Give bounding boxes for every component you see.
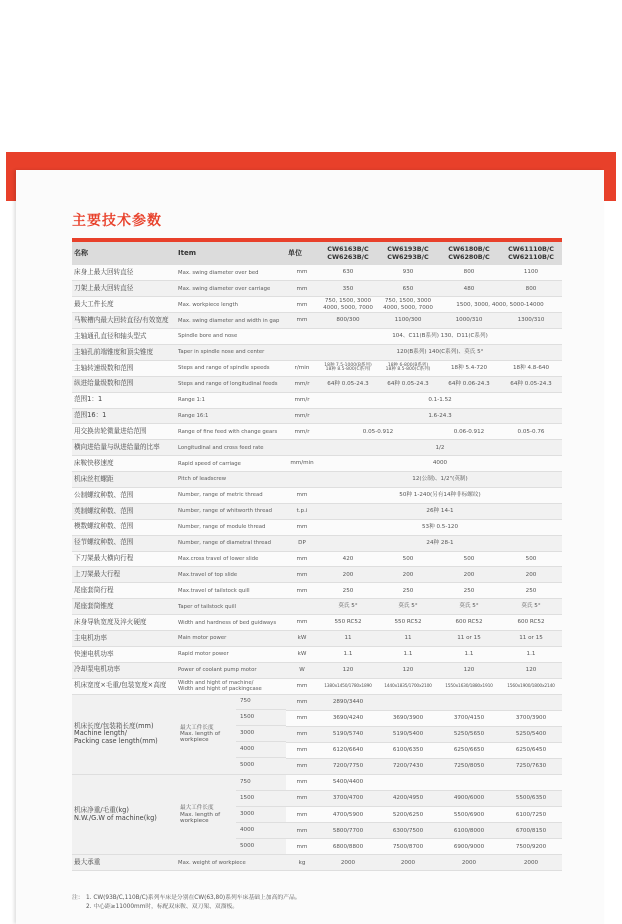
param-value: 18种 6-800(B系列) 18种 8.5-800(C系列) <box>378 360 438 376</box>
spec-row <box>72 440 562 456</box>
param-value: 5400/4400 <box>318 775 378 791</box>
param-unit: kW <box>286 646 318 662</box>
param-name-en: Steps and range of longitudinal feeds <box>176 376 286 392</box>
param-name-cn: 径节螺纹种数、范围 <box>72 535 176 551</box>
param-name-cn: 主电机功率 <box>72 630 176 646</box>
param-value <box>378 694 438 710</box>
param-value: 6300/7500 <box>378 823 438 839</box>
block-label <box>72 694 176 774</box>
param-value: 350 <box>318 281 378 297</box>
block-label-en: Machine length/ Packing case length(mm) <box>74 729 158 746</box>
param-value: 7250/7630 <box>500 758 562 774</box>
param-value: 莫氏 5° <box>438 599 500 615</box>
param-value: 1100/300 <box>378 313 438 329</box>
param-value: 120(B系列) 140(C系列)、莫氏 5° <box>318 344 562 360</box>
param-value <box>378 775 438 791</box>
param-value: 莫氏 5° <box>318 599 378 615</box>
param-value: 0.05-0.76 <box>500 424 562 440</box>
param-value: 5500/6350 <box>500 791 562 807</box>
spec-row <box>72 519 562 535</box>
param-unit <box>286 344 318 360</box>
param-unit: mm <box>286 297 318 313</box>
param-name-cn: 刀架上最大回转直径 <box>72 281 176 297</box>
spec-row <box>72 360 562 376</box>
param-value: 500 <box>500 551 562 567</box>
param-unit: mm <box>286 758 318 774</box>
spec-row <box>72 678 562 694</box>
param-value: 0.06-0.912 <box>438 424 500 440</box>
spec-row <box>72 599 562 615</box>
param-value: 6700/8150 <box>500 823 562 839</box>
param-name-en: Number, range of diametral thread <box>176 535 286 551</box>
param-value: 1380x1450/1780x1890 <box>318 678 378 694</box>
param-value: 5200/6250 <box>378 807 438 823</box>
param-value: 64种 0.05-24.3 <box>500 376 562 392</box>
workpiece-length-value: 1500 <box>240 714 255 721</box>
length-row-divider <box>236 741 286 742</box>
length-row-divider <box>236 838 286 839</box>
param-value: 120 <box>500 662 562 678</box>
param-name-en: Max. workpiece length <box>176 297 286 313</box>
param-name-cn: 用交换齿轮微量进给范围 <box>72 424 176 440</box>
param-value: 1.6-24.3 <box>318 408 562 424</box>
param-value: 11 <box>318 630 378 646</box>
spec-row <box>72 408 562 424</box>
param-value: 18种 7.5-1000(B系列) 18种 8.5-800(C系列) <box>318 360 378 376</box>
spec-row <box>72 392 562 408</box>
param-name-cn: 机床丝杠螺距 <box>72 472 176 488</box>
param-value: 3690/3900 <box>378 710 438 726</box>
workpiece-length-value: 3000 <box>240 730 255 737</box>
param-name-cn: 最大工件长度 <box>72 297 176 313</box>
param-value: 6100/8000 <box>438 823 500 839</box>
param-value: 480 <box>438 281 500 297</box>
param-unit: mm <box>286 487 318 503</box>
param-unit: t.p.i <box>286 503 318 519</box>
param-name-cn: 下刀架最大横向行程 <box>72 551 176 567</box>
param-value: 0.1-1.52 <box>318 392 562 408</box>
workpiece-length-value: 1500 <box>240 794 255 801</box>
sub-label-en: Max. length of workpiece <box>180 731 221 744</box>
param-value: 930 <box>378 265 438 281</box>
param-value <box>500 775 562 791</box>
param-unit: mm <box>286 791 318 807</box>
param-value: 5190/5400 <box>378 726 438 742</box>
spec-row <box>72 567 562 583</box>
param-value: 250 <box>378 583 438 599</box>
note-line: 1. CW(93B/C,110B/C)系列车床是分别在CW(63,80)系列车床基础上加高的产品。 <box>86 895 301 901</box>
param-unit: mm <box>286 775 318 791</box>
param-name-cn: 尾座套筒锥度 <box>72 599 176 615</box>
param-value: 5800/7700 <box>318 823 378 839</box>
param-unit: mm <box>286 742 318 758</box>
param-value: 7250/8050 <box>438 758 500 774</box>
param-value: 64种 0.05-24.3 <box>318 376 378 392</box>
spec-row <box>72 376 562 392</box>
spec-row <box>72 456 562 472</box>
param-unit: mm/r <box>286 376 318 392</box>
spec-row <box>72 424 562 440</box>
header-unit: 单位 <box>286 240 318 265</box>
param-value: 5250/5650 <box>438 726 500 742</box>
spec-table <box>72 238 562 871</box>
param-unit: mm <box>286 694 318 710</box>
param-value: 1000/310 <box>438 313 500 329</box>
param-unit: mm <box>286 281 318 297</box>
param-name-cn: 机床宽度×毛重/包装宽度×高度 <box>72 678 176 694</box>
param-name-cn: 床身导轨宽度及淬火硬度 <box>72 615 176 631</box>
workpiece-length-value: 5000 <box>240 842 255 849</box>
param-name-en: Pitch of leadscrew <box>176 472 286 488</box>
param-value: 1440x1835/1700x2100 <box>378 678 438 694</box>
param-unit: mm <box>286 615 318 631</box>
header-model: CW61110B/C CW62110B/C <box>500 240 562 265</box>
spec-row <box>72 775 562 791</box>
param-name-cn: 冷却泵电机功率 <box>72 662 176 678</box>
spec-row <box>72 535 562 551</box>
param-name-cn: 尾座套筒行程 <box>72 583 176 599</box>
param-value: 7500/8700 <box>378 839 438 855</box>
param-value: 53种 0.5-120 <box>318 519 562 535</box>
param-unit: W <box>286 662 318 678</box>
param-value: 250 <box>500 583 562 599</box>
workpiece-length-value: 4000 <box>240 826 255 833</box>
param-value: 24种 28-1 <box>318 535 562 551</box>
length-row-divider <box>236 790 286 791</box>
param-unit: mm <box>286 807 318 823</box>
param-name-en: Max.travel of tailstock quill <box>176 583 286 599</box>
param-name-cn: 主轴转速级数和范围 <box>72 360 176 376</box>
param-value: 5250/5400 <box>500 726 562 742</box>
workpiece-length-value: 750 <box>240 698 251 705</box>
spec-row <box>72 615 562 631</box>
param-name-cn: 范围16：1 <box>72 408 176 424</box>
param-value: 630 <box>318 265 378 281</box>
param-value: 750, 1500, 3000 4000, 5000, 7000 <box>318 297 378 313</box>
param-value: 250 <box>318 583 378 599</box>
param-name-cn: 主轴通孔直径和轴头型式 <box>72 329 176 345</box>
param-value: 3690/4240 <box>318 710 378 726</box>
param-value: 4700/5900 <box>318 807 378 823</box>
param-value: 4000 <box>318 456 562 472</box>
spec-row <box>72 583 562 599</box>
param-value: 5190/5740 <box>318 726 378 742</box>
param-unit: mm <box>286 551 318 567</box>
param-value: 11 or 15 <box>500 630 562 646</box>
param-unit: mm <box>286 583 318 599</box>
param-name-cn: 范围1：1 <box>72 392 176 408</box>
param-value: 18种 5.4-720 <box>438 360 500 376</box>
sub-label-cn: 最大工件长度 <box>180 805 214 812</box>
length-row-divider <box>236 709 286 710</box>
spec-row <box>72 662 562 678</box>
param-unit <box>286 440 318 456</box>
param-value: 2000 <box>378 855 438 871</box>
param-value: 12(公制)、1/2"(英制) <box>318 472 562 488</box>
param-value: 4200/4950 <box>378 791 438 807</box>
param-unit: mm/r <box>286 392 318 408</box>
param-value: 420 <box>318 551 378 567</box>
param-unit <box>286 329 318 345</box>
param-value: 64种 0.06-24.3 <box>438 376 500 392</box>
param-name-en: Range 1:1 <box>176 392 286 408</box>
param-name-cn: 最大承重 <box>72 855 176 871</box>
length-row-divider <box>236 806 286 807</box>
param-name-en: Max.travel of top slide <box>176 567 286 583</box>
param-value: 6100/7250 <box>500 807 562 823</box>
param-value: 4900/6000 <box>438 791 500 807</box>
param-value <box>500 694 562 710</box>
length-row-divider <box>236 757 286 758</box>
param-value: 2000 <box>500 855 562 871</box>
param-value <box>438 775 500 791</box>
param-name-cn: 快速电机功率 <box>72 646 176 662</box>
param-unit: mm/r <box>286 408 318 424</box>
param-value: 1.1 <box>438 646 500 662</box>
param-name-en: Width and hardness of bed guidways <box>176 615 286 631</box>
spec-row <box>72 297 562 313</box>
param-value: 18种 4.8-640 <box>500 360 562 376</box>
notes-label: 注： <box>72 895 84 901</box>
param-name-en: Longitudinal and cross feed rate <box>176 440 286 456</box>
sub-label-cn: 最大工件长度 <box>180 724 214 731</box>
spec-row <box>72 329 562 345</box>
param-name-cn: 横向进给量与纵进给量的比率 <box>72 440 176 456</box>
param-value: 6900/9000 <box>438 839 500 855</box>
param-value: 550 RC52 <box>378 615 438 631</box>
param-value: 3700/4150 <box>438 710 500 726</box>
param-name-en: Max. swing diameter over carriage <box>176 281 286 297</box>
param-name-en: Number, range of metric thread <box>176 487 286 503</box>
param-value: 3700/3900 <box>500 710 562 726</box>
param-value: 500 <box>378 551 438 567</box>
param-name-cn: 模数螺纹种数、范围 <box>72 519 176 535</box>
param-value: 11 or 15 <box>438 630 500 646</box>
param-value: 莫氏 5° <box>500 599 562 615</box>
param-value: 6250/6650 <box>438 742 500 758</box>
block-label-en: N.W./G.W of machine(kg) <box>74 813 157 822</box>
param-value: 1.1 <box>318 646 378 662</box>
spec-row <box>72 646 562 662</box>
param-name-en: Steps and range of spindle speeds <box>176 360 286 376</box>
param-name-cn: 床身上最大回转直径 <box>72 265 176 281</box>
param-value: 1/2 <box>318 440 562 456</box>
param-value: 0.05-0.912 <box>318 424 438 440</box>
param-value: 200 <box>438 567 500 583</box>
param-unit: mm <box>286 519 318 535</box>
param-name-cn: 英制螺纹种数、范围 <box>72 503 176 519</box>
param-value: 1500, 3000, 4000, 5000-14000 <box>438 297 562 313</box>
param-name-cn: 公制螺纹种数、范围 <box>72 487 176 503</box>
param-unit: DP <box>286 535 318 551</box>
param-value: 1300/310 <box>500 313 562 329</box>
param-value: 800/300 <box>318 313 378 329</box>
param-name-cn: 纵进给量级数和范围 <box>72 376 176 392</box>
param-value: 104、C11(B系列) 130、D11(C系列) <box>318 329 562 345</box>
param-value: 600 RC52 <box>500 615 562 631</box>
param-value: 2000 <box>318 855 378 871</box>
param-value: 50种 1-240(另有14种非标螺纹) <box>318 487 562 503</box>
param-unit: mm <box>286 839 318 855</box>
param-value: 1100 <box>500 265 562 281</box>
block-sub-label <box>176 694 286 774</box>
param-name-cn: 床鞍快移速度 <box>72 456 176 472</box>
param-value: 120 <box>318 662 378 678</box>
param-value: 6100/6350 <box>378 742 438 758</box>
workpiece-length-value: 5000 <box>240 762 255 769</box>
param-unit: kW <box>286 630 318 646</box>
param-name-en: Max.cross travel of lower slide <box>176 551 286 567</box>
param-name-en: Number, range of whitworth thread <box>176 503 286 519</box>
spec-row <box>72 855 562 871</box>
param-value: 5500/6900 <box>438 807 500 823</box>
param-value: 1550x1630/1880x1910 <box>438 678 500 694</box>
param-name-en: Width and hight of machine/ Width and hight of packingcase <box>176 678 286 694</box>
param-value: 7200/7750 <box>318 758 378 774</box>
spec-row <box>72 630 562 646</box>
sub-label-en: Max. length of workpiece <box>180 811 221 824</box>
param-value: 650 <box>378 281 438 297</box>
param-unit: r/min <box>286 360 318 376</box>
block-label-cn: 机床长度/包装箱长度(mm) <box>74 721 154 730</box>
param-name-en: Rapid speed of carriage <box>176 456 286 472</box>
param-value: 600 RC52 <box>438 615 500 631</box>
param-value: 800 <box>500 281 562 297</box>
param-name-en: Taper of tailstock quill <box>176 599 286 615</box>
header-item: Item <box>176 240 286 265</box>
param-value: 1.1 <box>378 646 438 662</box>
param-unit: mm <box>286 678 318 694</box>
param-name-en: Power of coolant pump motor <box>176 662 286 678</box>
note-line: 2. 中心距≥11000mm时，标配双床鞍、双刀架、双溜板。 <box>86 904 239 910</box>
param-value: 750, 1500, 3000 4000, 5000, 7000 <box>378 297 438 313</box>
param-value: 550 RC52 <box>318 615 378 631</box>
param-value: 200 <box>378 567 438 583</box>
param-value: 800 <box>438 265 500 281</box>
param-value: 200 <box>500 567 562 583</box>
param-name-cn: 马鞍槽内最大回转直径/有效宽度 <box>72 313 176 329</box>
param-value: 26种 14-1 <box>318 503 562 519</box>
block-label-cn: 机床净重/毛重(kg) <box>74 806 129 815</box>
param-name-cn: 主轴孔前端锥度和顶尖锥度 <box>72 344 176 360</box>
param-value: 莫氏 5° <box>378 599 438 615</box>
param-unit: mm/r <box>286 424 318 440</box>
param-name-en: Max. swing diameter over bed <box>176 265 286 281</box>
param-value: 64种 0.05-24.3 <box>378 376 438 392</box>
spec-row <box>72 551 562 567</box>
block-label <box>72 775 176 855</box>
spec-row <box>72 694 562 710</box>
param-value: 11 <box>378 630 438 646</box>
spec-row <box>72 487 562 503</box>
param-name-en: Number, range of module thread <box>176 519 286 535</box>
param-unit <box>286 472 318 488</box>
param-name-en: Max. weight of workpiece <box>176 855 286 871</box>
workpiece-length-value: 3000 <box>240 810 255 817</box>
param-value: 500 <box>438 551 500 567</box>
param-value: 3700/4700 <box>318 791 378 807</box>
param-value: 250 <box>438 583 500 599</box>
param-value: 7200/7430 <box>378 758 438 774</box>
param-value: 2890/3440 <box>318 694 378 710</box>
length-row-divider <box>236 725 286 726</box>
param-name-en: Main motor power <box>176 630 286 646</box>
workpiece-length-value: 4000 <box>240 746 255 753</box>
param-value: 2000 <box>438 855 500 871</box>
param-unit: mm <box>286 823 318 839</box>
length-row-divider <box>236 854 286 855</box>
param-unit: mm <box>286 313 318 329</box>
param-unit: mm <box>286 726 318 742</box>
param-value: 120 <box>438 662 500 678</box>
param-name-cn: 上刀架最大行程 <box>72 567 176 583</box>
workpiece-length-value: 750 <box>240 778 251 785</box>
param-name-en: Spindle bore and nose <box>176 329 286 345</box>
param-unit: kg <box>286 855 318 871</box>
spec-row <box>72 472 562 488</box>
spec-row <box>72 265 562 281</box>
param-value: 1.1 <box>500 646 562 662</box>
header-name: 名称 <box>72 240 176 265</box>
param-value: 7500/9200 <box>500 839 562 855</box>
param-unit: mm <box>286 265 318 281</box>
param-value: 120 <box>378 662 438 678</box>
spec-row <box>72 313 562 329</box>
length-row-divider <box>236 822 286 823</box>
spec-row <box>72 281 562 297</box>
param-name-en: Range of fine feed with change gears <box>176 424 286 440</box>
param-value: 6800/8800 <box>318 839 378 855</box>
param-name-en: Rapid motor power <box>176 646 286 662</box>
param-name-en: Taper in spindle nose and center <box>176 344 286 360</box>
param-name-en: Max. swing diameter and width in gap <box>176 313 286 329</box>
spec-row <box>72 503 562 519</box>
header-model: CW6163B/C CW6263B/C <box>318 240 378 265</box>
param-value <box>438 694 500 710</box>
param-name-en: Range 16:1 <box>176 408 286 424</box>
header-model: CW6193B/C CW6293B/C <box>378 240 438 265</box>
spec-row <box>72 344 562 360</box>
param-unit <box>286 599 318 615</box>
length-row-divider <box>236 774 286 775</box>
page-title: 主要技术参数 <box>72 213 162 229</box>
block-sub-label <box>176 775 286 855</box>
param-unit: mm <box>286 710 318 726</box>
param-value: 1560x1900/1800x2140 <box>500 678 562 694</box>
param-value: 6120/6640 <box>318 742 378 758</box>
header-model: CW6180B/C CW6280B/C <box>438 240 500 265</box>
param-value: 6250/6450 <box>500 742 562 758</box>
param-value: 200 <box>318 567 378 583</box>
table-header <box>72 240 562 265</box>
param-unit: mm/min <box>286 456 318 472</box>
param-unit: mm <box>286 567 318 583</box>
